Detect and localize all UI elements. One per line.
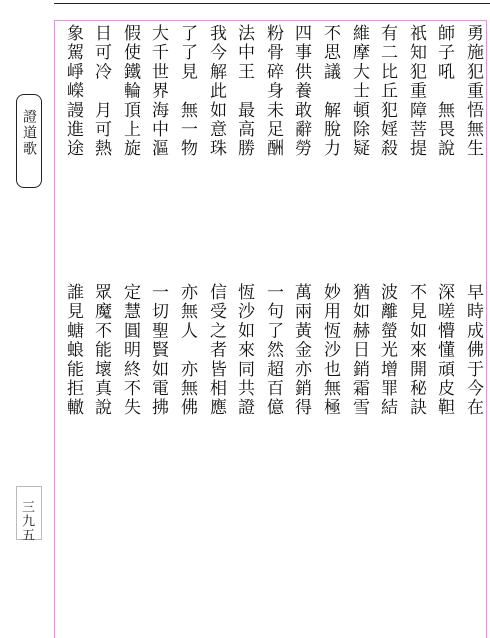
chapter-tab-label: 證道歌 bbox=[21, 109, 37, 157]
verse-column-14-lower: 眾魔不能壞真說 bbox=[91, 283, 111, 418]
verse-column-11-lower: 亦無人 亦無佛 bbox=[177, 283, 197, 418]
header-rule bbox=[54, 3, 490, 4]
verse-column-3-upper: 祇知犯重障菩提 bbox=[406, 24, 426, 159]
verse-column-7-lower: 萬兩黃金亦銷得 bbox=[291, 283, 311, 418]
verse-column-6-lower: 妙用恆沙也無極 bbox=[320, 283, 340, 418]
verse-column-8-lower: 一句了然超百億 bbox=[263, 283, 283, 418]
verse-column-15-lower: 誰見螗蜋能拒轍 bbox=[63, 283, 83, 418]
verse-column-9-lower: 恆沙如來同共證 bbox=[234, 283, 254, 418]
verse-column-5-lower: 猶如赫日銷霜雪 bbox=[349, 283, 369, 418]
verse-column-4-lower: 波離螢光增罪結 bbox=[377, 283, 397, 418]
verse-column-2-upper: 師子吼 無畏說 bbox=[434, 24, 454, 159]
verse-column-6-upper: 不思議 解脫力 bbox=[320, 24, 340, 159]
verse-column-3-lower: 不見如來開秘訣 bbox=[406, 283, 426, 418]
verse-column-1-lower: 早時成佛于今在 bbox=[463, 283, 483, 418]
verse-column-12-lower: 一切聖賢如電拂 bbox=[148, 283, 168, 418]
verse-column-10-upper: 我今解此如意珠 bbox=[206, 24, 226, 159]
page-number: 三九五 bbox=[19, 500, 34, 542]
verse-column-11-upper: 了了見 無一物 bbox=[177, 24, 197, 159]
verse-column-13-upper: 假使鐵輪頂上旋 bbox=[120, 24, 140, 159]
verse-column-7-upper: 四事供養敢辭勞 bbox=[291, 24, 311, 159]
verse-column-13-lower: 定慧圓明終不失 bbox=[120, 283, 140, 418]
verse-column-15-upper: 象駕崢嶸謾進途 bbox=[63, 24, 83, 159]
verse-column-14-upper: 日可冷 月可熱 bbox=[91, 24, 111, 159]
verse-column-5-upper: 維摩大士頓除疑 bbox=[349, 24, 369, 159]
verse-column-9-upper: 法中王 最高勝 bbox=[234, 24, 254, 159]
verse-column-4-upper: 有二比丘犯婬殺 bbox=[377, 24, 397, 159]
verse-column-10-lower: 信受之者皆相應 bbox=[206, 283, 226, 418]
verse-column-8-upper: 粉骨碎身未足酬 bbox=[263, 24, 283, 159]
verse-column-12-upper: 大千世界海中漚 bbox=[148, 24, 168, 159]
verse-column-1-upper: 勇施犯重悟無生 bbox=[463, 24, 483, 159]
chapter-tab[interactable] bbox=[16, 94, 42, 188]
verse-column-2-lower: 深嗟懵懂頑皮靼 bbox=[434, 283, 454, 418]
